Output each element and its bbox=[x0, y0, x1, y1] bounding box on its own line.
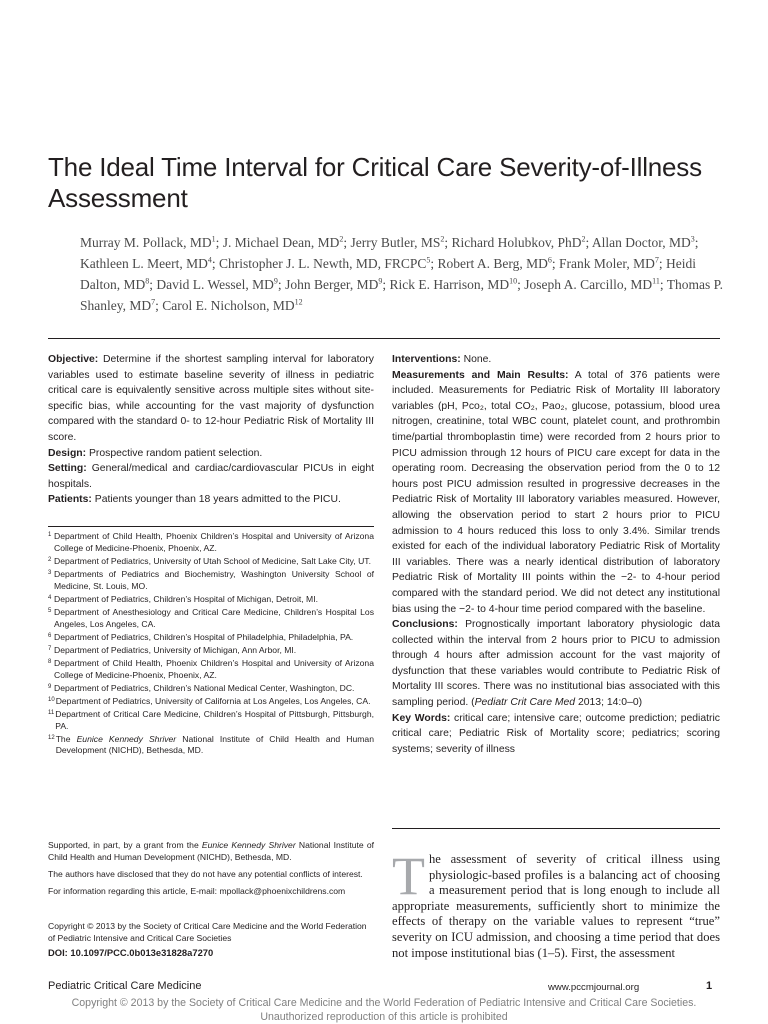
author-separator: ; bbox=[211, 256, 219, 271]
abstract-section-label: Design: bbox=[48, 447, 87, 459]
abstract-section bbox=[392, 617, 720, 711]
author-name: Murray M. Pollack, MD bbox=[80, 235, 212, 250]
affiliation-number: 9 bbox=[48, 683, 52, 690]
abstract-section-text: Determine if the shortest sampling interval for laboratory variables used to estimate baseline severity of illness in pediatric critical care is equivalently sensitive across multiple sites without site-specific bias, while accounting for the vast majority of dysfunction compared with the standard 0- to 12-hour Pediatric Risk of Mortality III score. bbox=[48, 354, 374, 443]
affiliation-number: 3 bbox=[48, 569, 52, 576]
author-separator: ; bbox=[444, 235, 452, 250]
affiliation-text: The Eunice Kennedy Shriver National Institute of Child Health and Human Development (NICHD), Bethesda, MD. bbox=[55, 733, 374, 756]
affiliation-text: Departments of Pediatrics and Biochemistry, Washington University School of Medicine, St. Louis, MO. bbox=[54, 568, 374, 591]
affiliations-list bbox=[48, 531, 374, 758]
author-name: Kathleen L. Meert, MD bbox=[80, 256, 208, 271]
author-name: Thomas P. Shanley, MD bbox=[80, 277, 724, 313]
author-separator: ; bbox=[382, 277, 390, 292]
abstract-section-label: Setting: bbox=[48, 463, 87, 475]
author-separator: ; bbox=[277, 277, 286, 292]
abstract-section-text: A total of 376 patients were included. Measurements for Pediatric Risk of Mortality III laboratory variables (pH, Pco₂, total CO₂, Pao₂, glucose, potassium, blood urea nitrogen, creatinine, total WBC count, platelet count, and prothrombin time/partial thromboplastin time) were recorded from 2 hours prior to PICU admission through 12 hours of PICU care except for data in the operating room. Decreasing the observation period from the 0 to 12 hours post PICU admission resulted in progressive decreases in the Pediatric Risk of Mortality III laboratory variables measured. However, allowing the observation period to start 2 hours prior to PICU admission to 4 hours reduced this loss to only 3.4%. Similar trends existed for each of the individual laboratory Pediatric Risk of Mortality III variables. There was a nearly identical distribution of laboratory Pediatric Risk of Mortality III points within the −2- to 4-hour period compared with the standard period. We did not detect any institutional bias using the −2- to 4-hour time period compared with the baseline. bbox=[392, 369, 720, 615]
author-name: Heidi Dalton, MD bbox=[80, 256, 697, 292]
affiliation-text: Department of Pediatrics, Children’s National Medical Center, Washington, DC. bbox=[54, 682, 355, 693]
affiliation-text: Department of Pediatrics, Children’s Hospital of Michigan, Detroit, MI. bbox=[54, 593, 318, 604]
affiliation-text: Department of Critical Care Medicine, Children’s Hospital of Pittsburgh, Pittsburgh, PA. bbox=[55, 708, 374, 731]
affiliation-item bbox=[48, 683, 374, 695]
affiliation-item bbox=[48, 696, 374, 708]
article-title: The Ideal Time Interval for Critical Care Severity-of-Illness Assessment bbox=[48, 152, 702, 213]
affiliation-number: 4 bbox=[48, 594, 52, 601]
author-separator: ; bbox=[658, 256, 667, 271]
author-affiliation-mark: 7 bbox=[151, 297, 156, 307]
affiliation-text: Department of Pediatrics, University of Michigan, Ann Arbor, MI. bbox=[54, 644, 297, 655]
author-name: J. Michael Dean, MD bbox=[222, 235, 340, 250]
author-affiliation-mark: 12 bbox=[294, 297, 303, 307]
affiliation-number: 6 bbox=[48, 632, 52, 639]
author-affiliation-mark: 9 bbox=[378, 276, 383, 286]
page-number: 1 bbox=[706, 980, 713, 992]
funding-notes bbox=[48, 840, 374, 903]
author-affiliation-mark: 8 bbox=[145, 276, 150, 286]
author-name: Rick E. Harrison, MD bbox=[389, 277, 510, 292]
abstract-section-label: Conclusions: bbox=[392, 619, 458, 631]
affiliation-item bbox=[48, 607, 374, 631]
author-affiliation-mark: 10 bbox=[509, 276, 518, 286]
abstract-section bbox=[48, 352, 374, 446]
author-affiliation-mark: 1 bbox=[211, 234, 216, 244]
abstract-section bbox=[392, 711, 720, 758]
author-affiliation-mark: 2 bbox=[581, 234, 586, 244]
author-name: Frank Moler, MD bbox=[559, 256, 655, 271]
abstract-section bbox=[48, 492, 374, 508]
abstract-section-text: critical care; intensive care; outcome prediction; pediatric critical care; Pediatric Risk of Mortality score; pediatrics; scoring systems; severity of illness bbox=[392, 712, 720, 755]
author-separator: ; bbox=[694, 235, 699, 250]
author-affiliation-mark: 9 bbox=[273, 276, 278, 286]
abstract-section bbox=[48, 446, 374, 462]
author-name: Richard Holubkov, PhD bbox=[451, 235, 582, 250]
drop-cap: T bbox=[392, 846, 425, 906]
author-name: Robert A. Berg, MD bbox=[437, 256, 548, 271]
abstract-section-label: Objective: bbox=[48, 354, 99, 365]
author-separator: ; bbox=[155, 298, 163, 313]
copyright-block bbox=[48, 921, 374, 959]
author-separator: ; bbox=[430, 256, 438, 271]
author-name: Joseph A. Carcillo, MD bbox=[524, 277, 653, 292]
affiliation-number: 5 bbox=[48, 607, 52, 614]
abstract-section-label: Patients: bbox=[48, 494, 92, 506]
footer-journal-name: Pediatric Critical Care Medicine bbox=[48, 980, 202, 992]
author-separator: ; bbox=[551, 256, 560, 271]
affiliation-text: Department of Pediatrics, University of California at Los Angeles, Los Angeles, CA. bbox=[55, 695, 371, 706]
affiliation-item bbox=[48, 709, 374, 733]
affiliation-text: Department of Child Health, Phoenix Children’s Hospital and University of Arizona College of Medicine-Phoenix, Phoenix, AZ. bbox=[54, 657, 374, 680]
affiliation-text: Department of Pediatrics, University of Utah School of Medicine, Salt Lake City, UT. bbox=[54, 555, 371, 566]
abstract-section-text: None. bbox=[460, 354, 492, 365]
abstract-section bbox=[392, 368, 720, 618]
abstract-right-column bbox=[392, 352, 720, 757]
author-separator: ; bbox=[659, 277, 667, 292]
affiliation-item bbox=[48, 569, 374, 593]
author-affiliation-mark: 2 bbox=[440, 234, 445, 244]
affiliation-text: Department of Child Health, Phoenix Children’s Hospital and University of Arizona College of Medicine-Phoenix, Phoenix, AZ. bbox=[54, 531, 374, 553]
abstract-section-text: Prospective random patient selection. bbox=[86, 447, 263, 459]
author-name: John Berger, MD bbox=[285, 277, 379, 292]
body-paragraph: The assessment of severity of critical illness using physiologic-based profiles is a balancing act of choosing a measurement period that is long enough to include all appropriate measurements, sufficiently short to minimize the effects of therapy on the variable values to represent “true” severity on ICU admission, and choosing a time period that does not impose institutional bias (1–5). First, the assessment bbox=[392, 846, 720, 960]
affiliation-item bbox=[48, 594, 374, 606]
affiliation-text: Department of Anesthesiology and Critical Care Medicine, Children’s Hospital Los Angeles, Los Angeles, CA. bbox=[54, 606, 374, 629]
author-affiliation-mark: 4 bbox=[207, 255, 212, 265]
watermark-line-1: Copyright © 2013 by the Society of Critical Care Medicine and the World Federation of Pediatric Intensive and Critical Care Societies. bbox=[71, 997, 697, 1009]
copyright-watermark bbox=[0, 996, 768, 1024]
affiliation-text: Department of Pediatrics, Children’s Hospital of Philadelphia, Philadelphia, PA. bbox=[54, 631, 354, 642]
copyright-text: Copyright © 2013 by the Society of Critical Care Medicine and the World Federation of Pediatric Intensive and Critical Care Societies bbox=[48, 921, 367, 943]
affiliation-item bbox=[48, 632, 374, 644]
abstract-section bbox=[48, 461, 374, 492]
author-affiliation-mark: 3 bbox=[690, 234, 695, 244]
affiliation-item bbox=[48, 556, 374, 568]
abstract-section-label: Key Words: bbox=[392, 712, 451, 724]
abstract-section-text: Patients younger than 18 years admitted to the PICU. bbox=[91, 494, 341, 506]
disclosure-note: The authors have disclosed that they do not have any potential conflicts of interest. bbox=[48, 868, 363, 879]
support-note: Supported, in part, by a grant from the Eunice Kennedy Shriver National Institute of Child Health and Human Development (NICHD), Bethesda, MD. bbox=[48, 840, 375, 862]
author-list bbox=[80, 232, 730, 316]
author-name: Jerry Butler, MS bbox=[350, 235, 441, 250]
body-divider bbox=[392, 828, 720, 829]
footer-journal-url[interactable]: www.pccmjournal.org bbox=[548, 982, 640, 993]
author-separator: ; bbox=[517, 277, 525, 292]
affiliation-number: 7 bbox=[48, 645, 52, 652]
affiliation-item bbox=[48, 734, 374, 758]
affiliation-number: 12 bbox=[48, 734, 55, 741]
author-separator: ; bbox=[215, 235, 223, 250]
author-affiliation-mark: 5 bbox=[426, 255, 431, 265]
author-name: Christopher J. L. Newth, MD, FRCPC bbox=[218, 256, 427, 271]
affiliation-number: 10 bbox=[48, 696, 55, 703]
affiliation-item bbox=[48, 645, 374, 657]
author-affiliation-mark: 2 bbox=[339, 234, 344, 244]
author-affiliation-mark: 11 bbox=[652, 276, 660, 286]
affiliation-item bbox=[48, 658, 374, 682]
watermark-line-2: Unauthorized reproduction of this article is prohibited bbox=[260, 1011, 508, 1023]
author-separator: ; bbox=[585, 235, 592, 250]
author-affiliation-mark: 7 bbox=[654, 255, 659, 265]
header-divider bbox=[48, 338, 720, 339]
author-name: David L. Wessel, MD bbox=[156, 277, 274, 292]
abstract-section-label: Measurements and Main Results: bbox=[392, 369, 569, 381]
affiliation-item bbox=[48, 531, 374, 555]
author-name: Carol E. Nicholson, MD bbox=[162, 298, 295, 313]
citation-details: 2013; 14:0–0) bbox=[575, 697, 643, 709]
contact-note: For information regarding this article, E-mail: mpollack@phoenixchildrens.com bbox=[48, 885, 346, 896]
doi-link[interactable]: DOI: 10.1097/PCC.0b013e31828a7270 bbox=[48, 946, 214, 958]
affiliations-divider bbox=[48, 526, 374, 527]
affiliation-number: 1 bbox=[48, 532, 52, 538]
affiliation-number: 2 bbox=[48, 556, 52, 563]
affiliation-number: 11 bbox=[48, 709, 55, 716]
abstract-left-column bbox=[48, 352, 374, 508]
abstract-section-text: Prognostically important laboratory physiologic data collected within the interval from 2 hours prior to PICU to admission through 4 hours after admission account for the vast majority of dysfunction that these variables would contribute to Pediatric Risk of Mortality III scores. There was no institutional bias associated with this sampling period. ( bbox=[392, 619, 720, 709]
affiliation-number: 8 bbox=[48, 658, 52, 665]
author-separator: ; bbox=[149, 277, 157, 292]
citation-journal: Pediatr Crit Care Med bbox=[474, 697, 576, 709]
abstract-section bbox=[392, 352, 720, 368]
abstract-section-text: General/medical and cardiac/cardiovascular PICUs in eight hospitals. bbox=[48, 463, 374, 490]
author-name: Allan Doctor, MD bbox=[591, 235, 691, 250]
abstract-section-label: Interventions: bbox=[392, 354, 461, 365]
author-separator: ; bbox=[343, 235, 351, 250]
author-affiliation-mark: 6 bbox=[547, 255, 552, 265]
